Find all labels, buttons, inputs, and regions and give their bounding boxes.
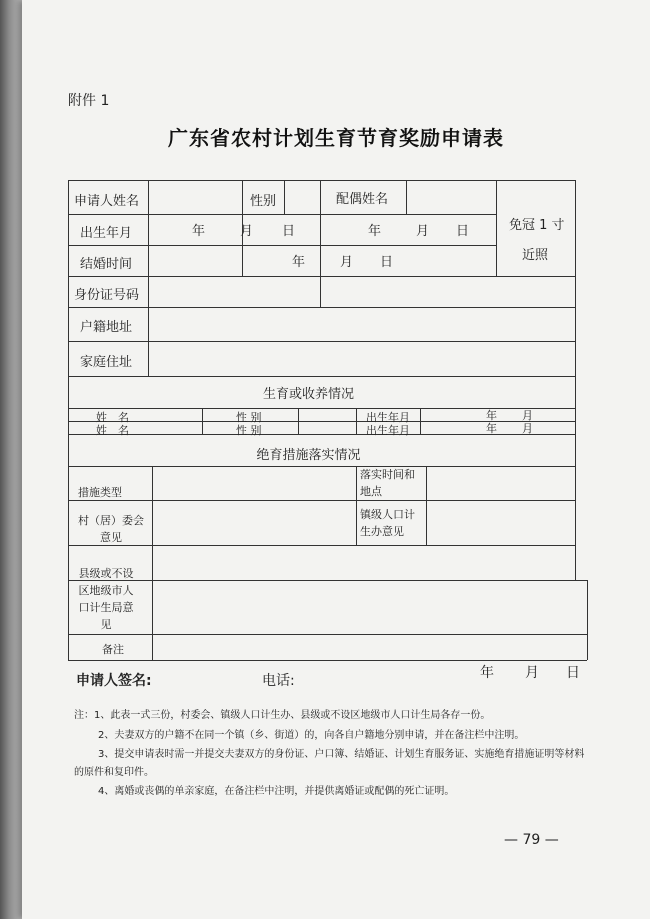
col-line (426, 466, 427, 545)
applicant-name-label: 申请人姓名 (74, 194, 140, 209)
col-line (356, 408, 357, 434)
row-line (68, 421, 575, 422)
col-line (152, 466, 153, 660)
marriage-month: 月 (340, 255, 354, 270)
col-line (496, 180, 497, 276)
phone-label: 电话: (262, 673, 295, 689)
row-line (68, 634, 587, 635)
gender-label: 性别 (250, 194, 277, 209)
document-page (22, 0, 650, 919)
child1-gender-label: 性 别 (236, 411, 262, 424)
signature-month: 月 (525, 665, 539, 681)
attachment-label: 附件 1 (68, 93, 110, 109)
child1-birth-year: 年 (486, 409, 497, 422)
table-border-bottom (68, 660, 587, 661)
home-address-label: 家庭住址 (80, 355, 133, 370)
spouse-birth-day: 日 (456, 224, 470, 239)
county-bureau-label: 县级或不设区地级市人口计生局意见 (78, 567, 134, 631)
childbirth-section-title: 生育或收养情况 (262, 387, 354, 402)
child2-gender-label: 性 别 (236, 424, 262, 437)
table-border-left (68, 180, 69, 660)
table-border-right-lower (587, 580, 588, 660)
spouse-birth-month: 月 (416, 224, 430, 239)
row-line (68, 466, 575, 467)
table-border-top (68, 180, 575, 181)
col-line (356, 466, 357, 545)
table-border-right-upper (575, 180, 576, 580)
row-line (68, 341, 575, 342)
col-line (284, 180, 285, 214)
row-line (68, 408, 575, 409)
applicant-birth-day: 日 (282, 224, 296, 239)
row-line (68, 245, 496, 246)
town-office-label: 镇级人口计生办意见 (360, 508, 415, 538)
implementation-time-label: 落实时间和地点 (360, 468, 415, 498)
measure-type-label: 措施类型 (78, 486, 122, 499)
signature-year: 年 (480, 665, 494, 681)
note-1: 注：1、此表一式三份，村委会、镇级人口计生办、县级或不设区地级市人口计生局各存一份。 (74, 710, 491, 721)
signature-day: 日 (566, 665, 580, 681)
child1-name-label: 姓 名 (96, 411, 129, 424)
book-spine (0, 0, 22, 919)
col-line (202, 408, 203, 434)
note-2: 2、夫妻双方的户籍不在同一个镇（乡、街道）的，向各自户籍地分别申请，并在备注栏中注明。 (98, 730, 525, 741)
col-line (298, 408, 299, 434)
col-line (406, 180, 407, 214)
village-committee-label: 村（居）委会意见 (78, 514, 144, 544)
marriage-year: 年 (292, 255, 306, 270)
sterilization-section-title: 绝育措施落实情况 (256, 448, 361, 463)
child2-birth-year: 年 (486, 422, 497, 435)
photo-note-line1: 免冠 1 寸 (509, 218, 565, 233)
col-line (420, 408, 421, 434)
household-address-label: 户籍地址 (80, 320, 133, 335)
child2-birth-month: 月 (522, 422, 533, 435)
applicant-birth-year: 年 (192, 224, 206, 239)
photo-note-line2: 近照 (522, 248, 549, 263)
remarks-label: 备注 (102, 643, 124, 656)
note-3: 3、提交申请表时需一并提交夫妻双方的身份证、户口簿、结婚证、计划生育服务证、实施绝育措施证明等材料 (98, 749, 585, 760)
col-line (320, 180, 321, 307)
spouse-name-label: 配偶姓名 (336, 192, 389, 207)
child2-name-label: 姓 名 (96, 424, 129, 437)
row-line (68, 580, 587, 581)
marriage-date-label: 结婚时间 (80, 257, 133, 272)
child1-birth-month: 月 (522, 409, 533, 422)
applicant-birth-month: 月 (240, 224, 254, 239)
note-4: 4、离婚或丧偶的单亲家庭，在备注栏中注明，并提供离婚证或配偶的死亡证明。 (98, 786, 455, 797)
marriage-day: 日 (380, 255, 394, 270)
applicant-signature-label: 申请人签名: (76, 673, 152, 689)
row-line (68, 276, 575, 277)
note-3-continued: 的原件和复印件。 (74, 767, 154, 778)
row-line (68, 434, 575, 435)
row-line (68, 214, 496, 215)
row-line (68, 500, 575, 501)
col-line (148, 180, 149, 376)
page-title: 广东省农村计划生育节育奖励申请表 (168, 126, 504, 150)
child1-birth-label: 出生年月 (366, 411, 410, 424)
child2-birth-label: 出生年月 (366, 424, 410, 437)
row-line (68, 307, 575, 308)
page-number: — 79 — (504, 832, 559, 848)
spouse-birth-year: 年 (368, 224, 382, 239)
id-number-label: 身份证号码 (74, 288, 140, 303)
row-line (68, 376, 575, 377)
birth-date-label: 出生年月 (80, 226, 133, 241)
